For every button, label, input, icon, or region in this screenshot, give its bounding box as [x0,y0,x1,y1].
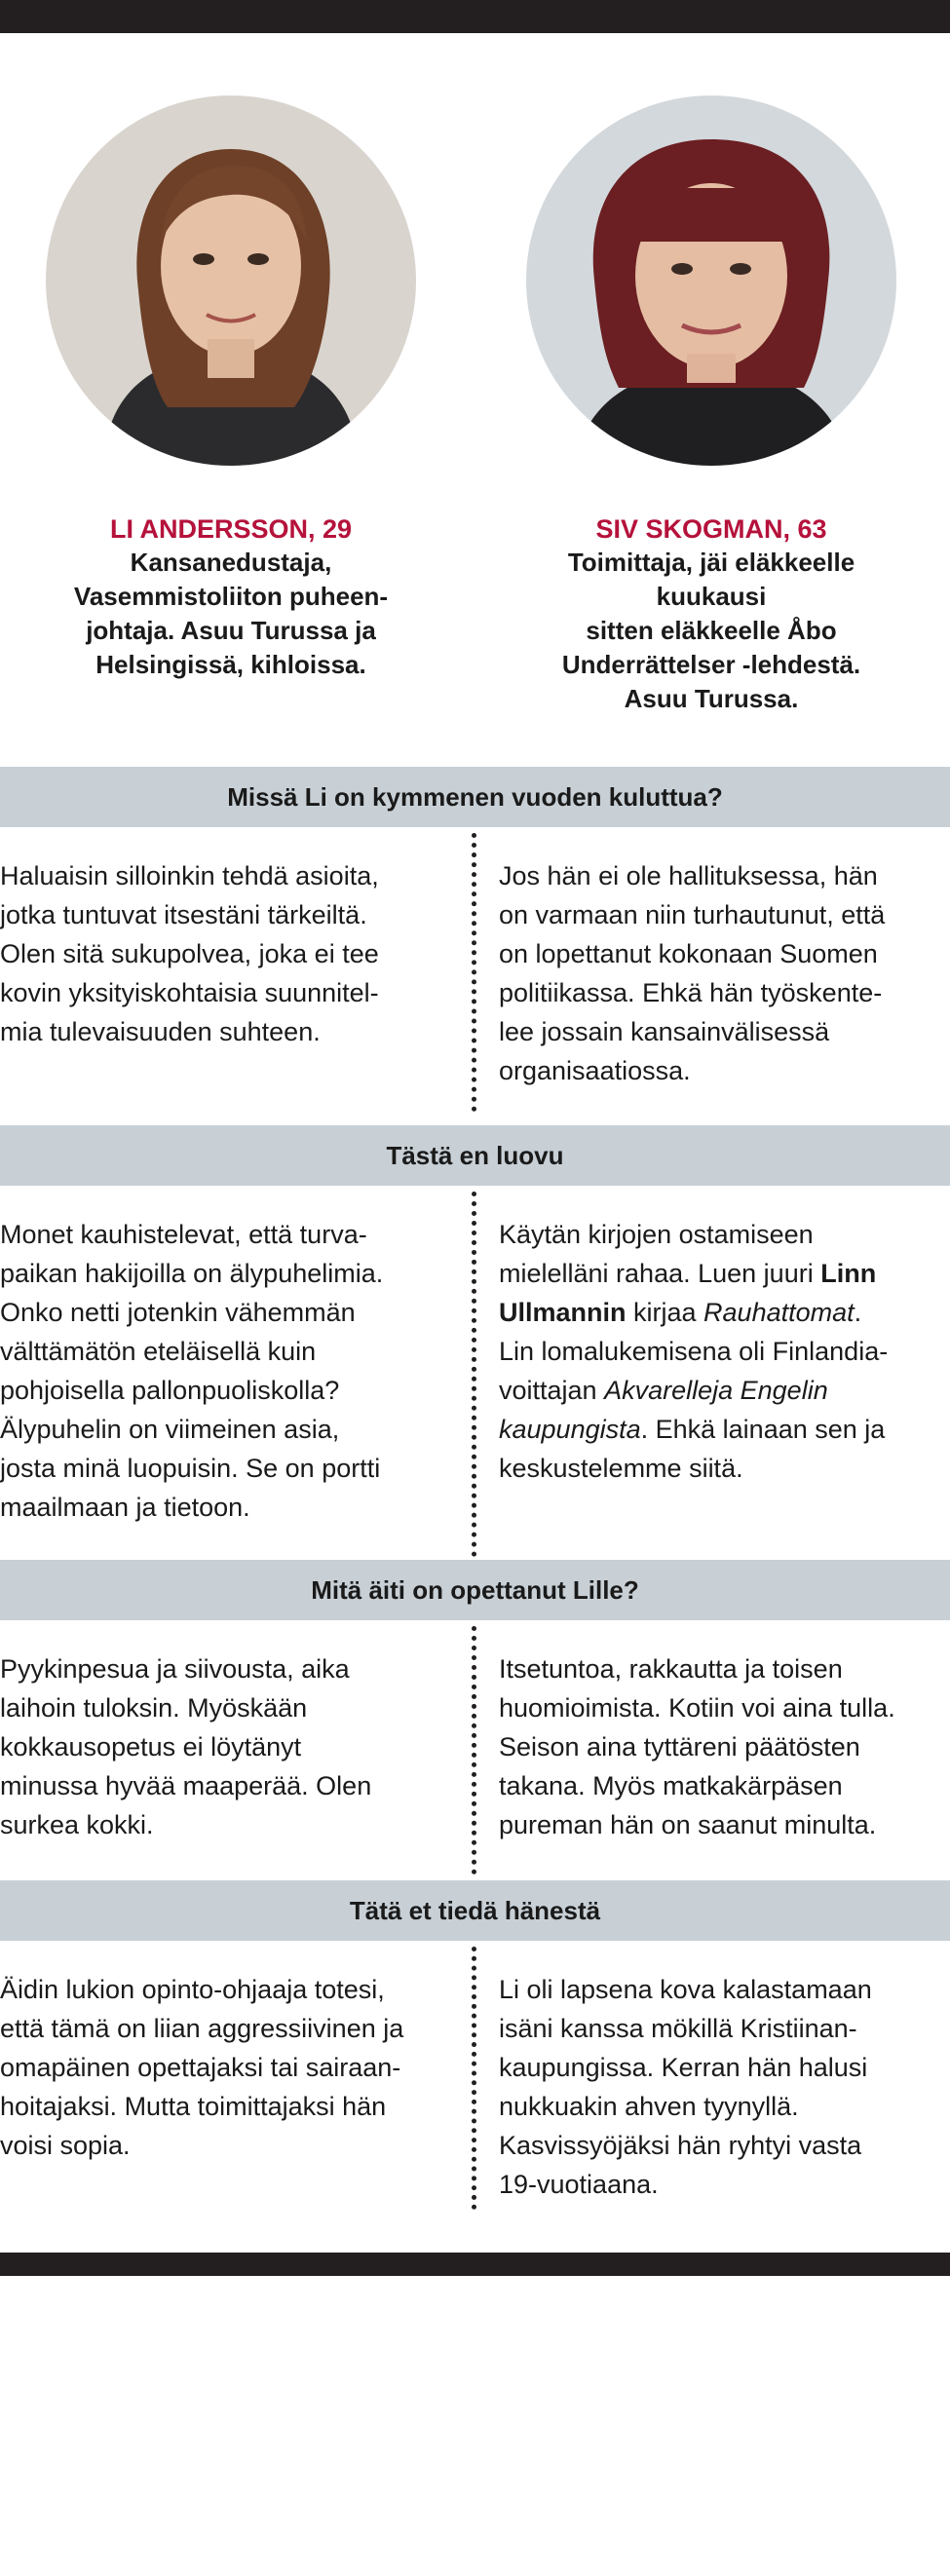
answer-line: on lopettanut kokonaan Suomen [499,939,878,968]
answer-line: Li oli lapsena kova kalastamaan [499,1975,872,2004]
person-li [41,95,421,682]
answer-line: kovin yksityiskohtaisia suunnitel- [0,978,379,1007]
description-line: Vasemmistoliiton puheen- [73,582,389,611]
person-description [521,546,901,716]
portrait-li-andersson [46,95,416,466]
answer-line: Olen sitä sukupolvea, joka ei tee [0,939,379,968]
description-line: Underrättelser -lehdestä. [561,650,861,679]
section-heading: Mitä äiti on opettanut Lille? [0,1560,950,1620]
answer-line: 19-vuotiaana. [499,2170,659,2199]
answer-line: voittajan Akvarelleja Engelin [499,1376,828,1405]
answer-siv [499,856,937,1090]
bottom-rule [0,2253,950,2276]
answer-line: paikan hakijoilla on älypuhelimia. [0,1259,384,1288]
answer-line: keskustelemme siitä. [499,1454,743,1483]
section-heading: Tästä en luovu [0,1125,950,1186]
answer-line: Kasvissyöjäksi hän ryhtyi vasta [499,2131,862,2160]
answer-line: surkea kokki. [0,1810,154,1839]
answer-line: kokkausopetus ei löytänyt [0,1732,302,1762]
section-heading: Tätä et tiedä hänestä [0,1880,950,1941]
answer-line: Lin lomalukemisena oli Finlandia- [499,1337,889,1366]
answer-line: Onko netti jotenkin vähemmän [0,1298,356,1327]
description-line: Kansanedustaja, [130,548,332,577]
answer-line: maailmaan ja tietoon. [0,1493,250,1522]
description-line: Helsingissä, kihloissa. [95,650,366,679]
answer-line: kaupungissa. Kerran hän halusi [499,2053,868,2082]
column-divider [472,1192,476,1557]
answer-line: Käytän kirjojen ostamiseen [499,1220,814,1249]
answer-line: organisaatiossa. [499,1056,691,1085]
portrait-siv-skogman [526,95,896,466]
description-line: johtaja. Asuu Turussa ja [86,616,376,645]
answer-line: että tämä on liian aggressiivinen ja [0,2014,404,2043]
answer-siv [499,1649,937,1844]
answer-line: Älypuhelin on viimeinen asia, [0,1415,340,1444]
answer-siv [499,1970,937,2204]
answer-line: minussa hyvää maaperää. Olen [0,1771,372,1800]
answer-line: Jos hän ei ole hallituksessa, hän [499,861,878,890]
answer-line: Monet kauhistelevat, että turva- [0,1220,367,1249]
answer-li [0,1970,438,2165]
answer-line: laihoin tuloksin. Myöskään [0,1693,308,1723]
answer-siv [499,1215,937,1488]
column-divider [472,1626,476,1875]
answer-line: josta minä luopuisin. Se on portti [0,1454,381,1483]
answer-line: välttämätön eteläisellä kuin [0,1337,317,1366]
description-line: sitten eläkkeelle Åbo [586,616,837,645]
answer-line: voisi sopia. [0,2131,131,2160]
answer-line: takana. Myös matkakärpäsen [499,1771,843,1800]
answer-line: mia tulevaisuuden suhteen. [0,1017,321,1046]
answer-li [0,1215,438,1527]
answer-line: Pyykinpesua ja siivousta, aika [0,1654,350,1684]
person-name: SIV SKOGMAN, 63 [595,514,827,544]
person-description [41,546,421,682]
top-rule [0,0,950,33]
answer-line: Itsetuntoa, rakkautta ja toisen [499,1654,843,1684]
person-siv [521,95,901,716]
answer-line: Äidin lukion opinto-ohjaaja totesi, [0,1975,385,2004]
column-divider [472,833,476,1112]
answer-line: Haluaisin silloinkin tehdä asioita, [0,861,379,890]
description-line: Asuu Turussa. [624,684,799,713]
answer-li [0,1649,438,1844]
answer-line: isäni kanssa mökillä Kristiinan- [499,2014,857,2043]
answer-line: omapäinen opettajaksi tai sairaan- [0,2053,401,2082]
answer-line: mielelläni rahaa. Luen juuri Linn [499,1259,877,1288]
answer-line: on varmaan niin turhautunut, että [499,900,886,929]
person-name: LI ANDERSSON, 29 [109,514,353,544]
column-divider [472,1947,476,2210]
answer-line: kaupungista. Ehkä lainaan sen ja [499,1415,886,1444]
answer-line: jotka tuntuvat itsestäni tärkeiltä. [0,900,367,929]
answer-line: pureman hän on saanut minulta. [499,1810,877,1839]
answer-line: politiikassa. Ehkä hän työskente- [499,978,883,1007]
answer-line: pohjoisella pallonpuoliskolla? [0,1376,340,1405]
answer-li [0,856,438,1051]
answer-line: Seison aina tyttäreni päätösten [499,1732,860,1762]
answer-line: huomioimista. Kotiin voi aina tulla. [499,1693,895,1723]
section-heading: Missä Li on kymmenen vuoden kuluttua? [0,767,950,827]
answer-line: nukkuakin ahven tyynyllä. [499,2092,799,2121]
answer-line: Ullmannin kirjaa Rauhattomat. [499,1298,862,1327]
description-line: Toimittaja, jäi eläkkeelle kuukausi [567,548,855,611]
answer-line: hoitajaksi. Mutta toimittajaksi hän [0,2092,387,2121]
answer-line: lee jossain kansainvälisessä [499,1017,830,1046]
